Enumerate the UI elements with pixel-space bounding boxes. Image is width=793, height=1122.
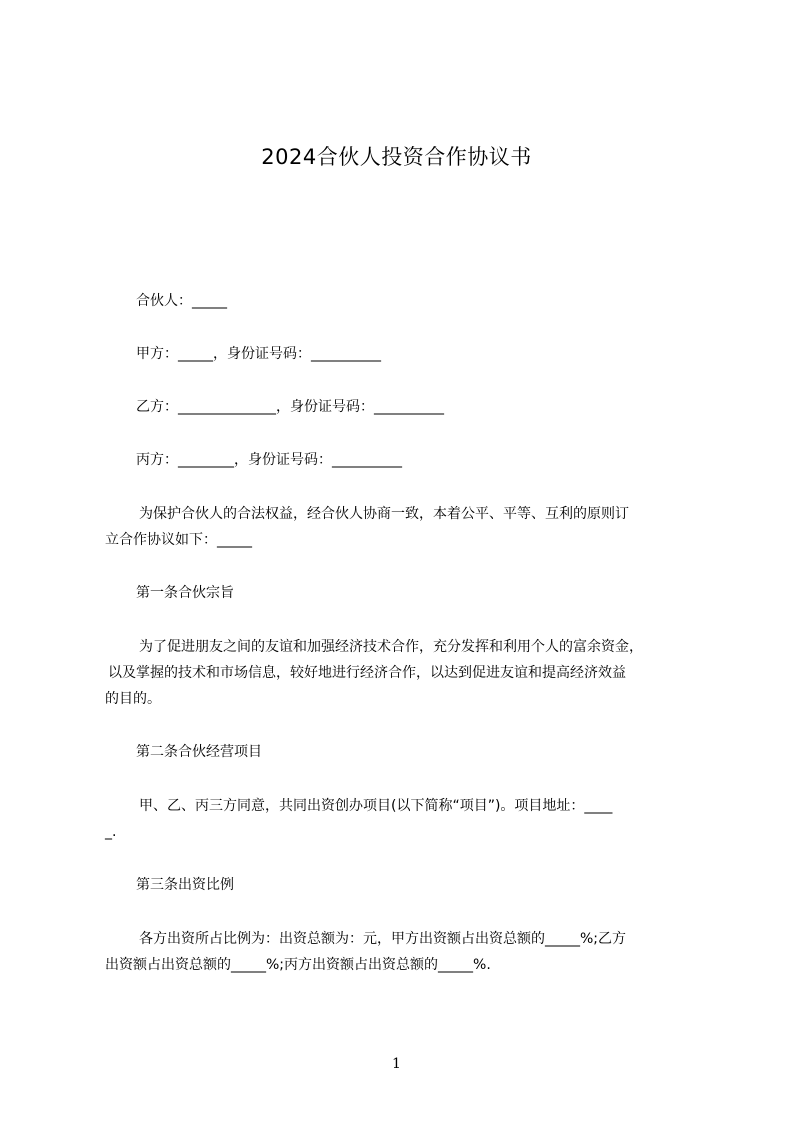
article2-line: 甲、乙、丙三方同意，共同出资创办项目(以下简称“项目”)。项目地址：____ bbox=[139, 798, 613, 814]
party-c-line: 丙方：________，身份证号码：__________ bbox=[136, 452, 402, 468]
article2-heading: 第二条合伙经营项目 bbox=[136, 744, 262, 760]
preamble-line: 立合作协议如下：_____ bbox=[105, 532, 252, 548]
article1-line: 的目的。 bbox=[105, 691, 161, 707]
article1-line: 为了促进朋友之间的友谊和加强经济技术合作，充分发挥和利用个人的富余资金， bbox=[139, 639, 643, 655]
article3-line: 各方出资所占比例为：出资总额为：元，甲方出资额占出资总额的_____%;乙方 bbox=[139, 931, 627, 947]
page-number: 1 bbox=[392, 1056, 401, 1072]
party-b-line: 乙方：______________，身份证号码：__________ bbox=[136, 399, 444, 415]
party-a-line: 甲方：_____，身份证号码：__________ bbox=[136, 346, 381, 362]
article3-line: 出资额占出资总额的_____%;丙方出资额占出资总额的_____%. bbox=[105, 957, 491, 973]
article3-heading: 第三条出资比例 bbox=[136, 877, 234, 893]
article1-line: 以及掌握的技术和市场信息，较好地进行经济合作，以达到促进友谊和提高经济效益 bbox=[108, 665, 626, 681]
preamble-line: 为保护合伙人的合法权益，经合伙人协商一致，本着公平、平等、互利的原则订 bbox=[139, 506, 629, 522]
article1-heading: 第一条合伙宗旨 bbox=[136, 585, 234, 601]
article2-line: _. bbox=[105, 824, 117, 840]
partners-line: 合伙人：_____ bbox=[136, 293, 227, 309]
document-title: 2024合伙人投资合作协议书 bbox=[261, 145, 532, 169]
